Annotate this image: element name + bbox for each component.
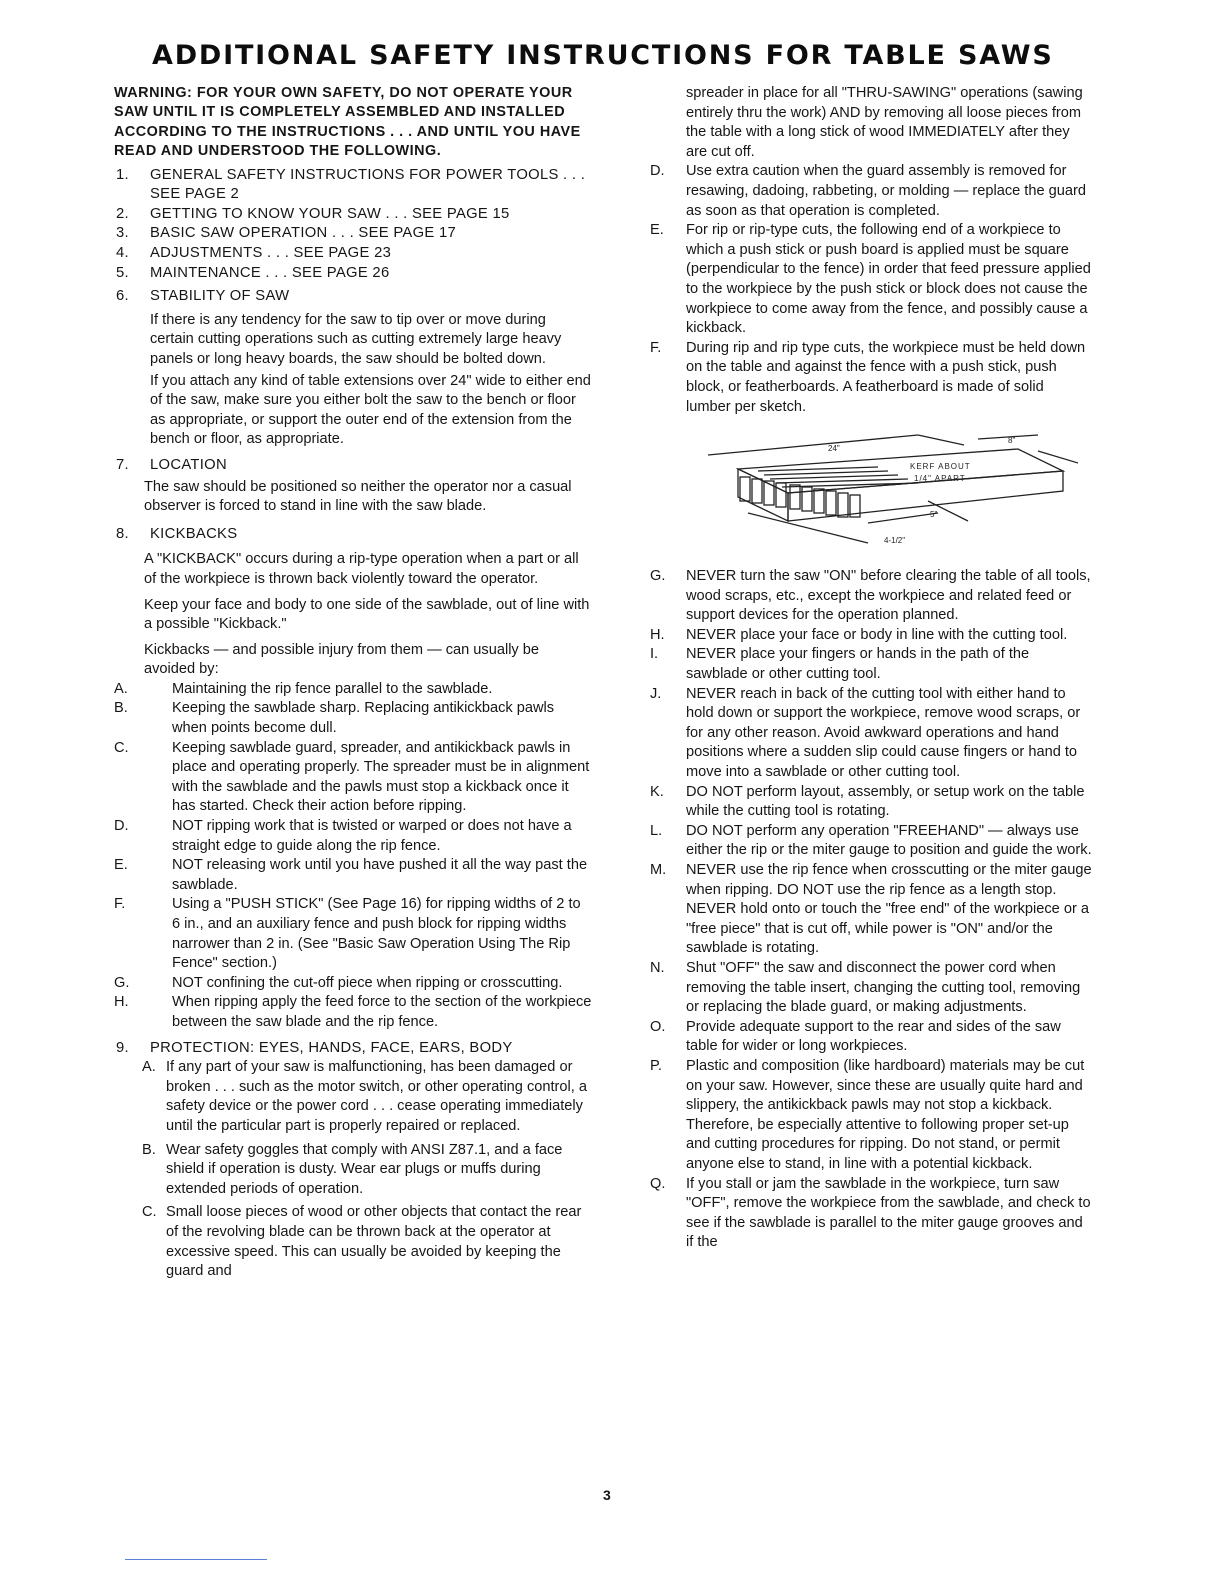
dimension-5-label: 5" xyxy=(930,510,938,520)
list-item: C. Keeping sawblade guard, spreader, and antikickback pawls in place and operating properly. The spreader must be in alignment with the sawblade and the pawls must stop a kickback once it has started. Check their action before ripping. xyxy=(114,739,590,815)
dimension-24-line xyxy=(708,435,918,455)
list-item: N. Shut "OFF" the saw and disconnect the power cord when removing the table insert, changing the cutting tool, removing or replacing the blade guard, or making adjustments. xyxy=(650,959,1081,1016)
list-item: I. NEVER place your fingers or hands in the path of the sawblade or other cutting tool. xyxy=(650,646,1030,683)
list-item: E. NOT releasing work until you have pushed it all the way past the sawblade. xyxy=(114,857,588,893)
list-item: 4. ADJUSTMENTS . . . SEE PAGE 23 xyxy=(116,245,392,261)
list-item: G. NEVER turn the saw "ON" before clearing the table of all tools, wood scraps, etc., except the workpiece and related feed or support devices for the operation planned. xyxy=(650,568,1091,624)
list-item: J. NEVER reach in back of the cutting tool with either hand to hold down or support the workpiece, remove wood scraps, or for any other reason. Avoid awkward operations and hand positions where a sudden slip could cause fingers or hand to move into a sawblade or other cutting tool. xyxy=(650,685,1081,781)
section-paragraph: A "KICKBACK" occurs during a rip-type operation when a part or all of the workpiece is thrown back violently toward the operator. xyxy=(144,551,579,587)
list-item: K. DO NOT perform layout, assembly, or setup work on the table while the cutting tool is rotating. xyxy=(650,783,1085,820)
list-item: A. If any part of your saw is malfunctioning, has been damaged or broken . . . such as the motor switch, or other operating control, a safety device or the power cord . . . cease operating immediately until the particular part is properly repaired or replaced. xyxy=(142,1059,587,1134)
list-item: M. NEVER use the rip fence when crosscutting or the miter gauge when ripping. DO NOT use the rip fence as a length stop. NEVER hold onto or touch the "free end" of the workpiece or a "free piece" that is cut off, while power is "ON" and/or the sawblade is rotating. xyxy=(650,862,1092,957)
kerf-label-line1: KERF ABOUT xyxy=(910,462,971,472)
right-column xyxy=(648,84,1092,1253)
list-item: Q. If you stall or jam the sawblade in the workpiece, turn saw "OFF", remove the workpiece from the sawblade, and check to see if the sawblade is parallel to the miter gauge grooves and if the xyxy=(650,1175,1091,1251)
kerf-label-line2: 1/4" APART xyxy=(914,474,966,484)
list-item: A. Maintaining the rip fence parallel to the sawblade. xyxy=(114,680,493,697)
list-item: F. Using a "PUSH STICK" (See Page 16) for ripping widths of 2 to 6 in., and an auxiliary fence and push block for ripping widths narrower than 2 in. (See "Basic Saw Operation Using The Rip Fence" section.) xyxy=(114,896,581,972)
section-paragraph: Kickbacks — and possible injury from them — can usually be avoided by: xyxy=(144,641,540,678)
section-paragraph: Keep your face and body to one side of the sawblade, out of line with a possible "Kickback." xyxy=(144,596,590,633)
section-paragraph: If there is any tendency for the saw to tip over or move during certain cutting operations such as cutting extremely large heavy panels or long heavy boards, the saw should be bolted down. xyxy=(150,311,562,367)
list-item: P. Plastic and composition (like hardboard) materials may be cut on your saw. However, since these are usually quite hard and slippery, the antikickback pawls may not stop a kickback. Therefore, be especially attentive to following proper set-up and cutting procedures for ripping. Do not stand, or permit anyone else to stand, in line with a potential kickback. xyxy=(650,1057,1085,1172)
section-paragraph: If you attach any kind of table extensions over 24" wide to either end of the saw, make sure you either bolt the saw to the bench or floor as appropriate, or support the outer end of the extension from the bench or floor, as appropriate. xyxy=(150,372,591,448)
list-item: B. Keeping the sawblade sharp. Replacing antikickback pawls when points become dull. xyxy=(114,700,555,737)
warning-text: WARNING: FOR YOUR OWN SAFETY, DO NOT OPERATE YOUR SAW UNTIL IT IS COMPLETELY ASSEMBLED AND INSTALLED ACCORDING TO THE INSTRUCTIONS . . . AND UNTIL YOU HAVE READ AND UNDERSTOOD THE FOLLOWING. xyxy=(114,85,581,160)
kerf-lines xyxy=(758,467,918,487)
list-item: F. During rip and rip type cuts, the workpiece must be held down on the table and against the fence with a push stick, push block, or featherboards. A featherboard is made of solid lumber per sketch. xyxy=(650,339,1086,415)
list-item: D. Use extra caution when the guard assembly is removed for resawing, dadoing, rabbeting, or molding — replace the guard as soon as that operation is completed. xyxy=(650,163,1086,219)
list-item: 2. GETTING TO KNOW YOUR SAW . . . SEE PAGE 15 xyxy=(116,205,510,222)
list-item: H. When ripping apply the feed force to the section of the workpiece between the saw blade and the rip fence. xyxy=(114,994,592,1030)
section-paragraph: The saw should be positioned so neither the operator nor a casual observer is forced to stand in line with the saw blade. xyxy=(144,478,572,515)
dimension-4-half-label: 4-1/2" xyxy=(884,536,906,546)
list-item: 5. MAINTENANCE . . . SEE PAGE 26 xyxy=(116,264,390,281)
page-title: ADDITIONAL SAFETY INSTRUCTIONS FOR TABLE SAWS xyxy=(152,40,1054,71)
footer-rule xyxy=(125,1559,267,1560)
list-item: B. Wear safety goggles that comply with ANSI Z87.1, and a face shield if operation is dusty. Wear ear plugs or muffs during extended periods of operation. xyxy=(142,1141,563,1197)
list-item: O. Provide adequate support to the rear and sides of the saw table for wider or long workpieces. xyxy=(650,1018,1061,1055)
dimension-24-label: 24" xyxy=(828,444,840,454)
dimension-8-label: 8" xyxy=(1008,436,1016,446)
list-item: G. NOT confining the cut-off piece when ripping or crosscutting. xyxy=(114,974,563,991)
left-column xyxy=(114,84,592,1282)
continued-paragraph: spreader in place for all "THRU-SAWING" operations (sawing entirely thru the work) AND by removing all loose pieces from the table with a long stick of wood IMMEDIATELY after they are cut off. xyxy=(686,85,1083,160)
list-item: L. DO NOT perform any operation "FREEHAND" — always use either the rip or the miter gauge to position and guide the work. xyxy=(650,822,1092,859)
list-item: C. Small loose pieces of wood or other objects that contact the rear of the revolving blade can be thrown back at the operator at excessive speed. This can usually be avoided by keeping the guard and xyxy=(142,1204,582,1280)
featherboard-sketch xyxy=(678,431,1078,549)
list-item: H. NEVER place your face or body in line with the cutting tool. xyxy=(650,626,1068,643)
section-heading-protection: 9. PROTECTION: EYES, HANDS, FACE, EARS, BODY xyxy=(116,1039,513,1056)
list-item: D. NOT ripping work that is twisted or warped or does not have a straight edge to guide along the rip fence. xyxy=(114,818,572,854)
dimension-8-arrow xyxy=(1038,451,1078,469)
section-heading-stability: 6. STABILITY OF SAW xyxy=(116,288,290,305)
page-number: 3 xyxy=(603,1487,611,1503)
list-item: E. For rip or rip-type cuts, the following end of a workpiece to which a push stick or push board is applied must be square (perpendicular to the fence) in order that feed pressure applied to the workpiece by the push stick or block does not cause the workpiece to come away from the fence, and possibly cause a kickback. xyxy=(650,222,1091,337)
dimension-5-line xyxy=(868,513,938,523)
section-heading-kickbacks: 8. KICKBACKS xyxy=(116,525,238,542)
list-item: 1. GENERAL SAFETY INSTRUCTIONS FOR POWER TOOLS . . . SEE PAGE 2 xyxy=(116,166,586,203)
dimension-arrow xyxy=(918,435,964,445)
section-heading-location: 7. LOCATION xyxy=(116,456,227,473)
list-item: 3. BASIC SAW OPERATION . . . SEE PAGE 17 xyxy=(116,225,457,242)
